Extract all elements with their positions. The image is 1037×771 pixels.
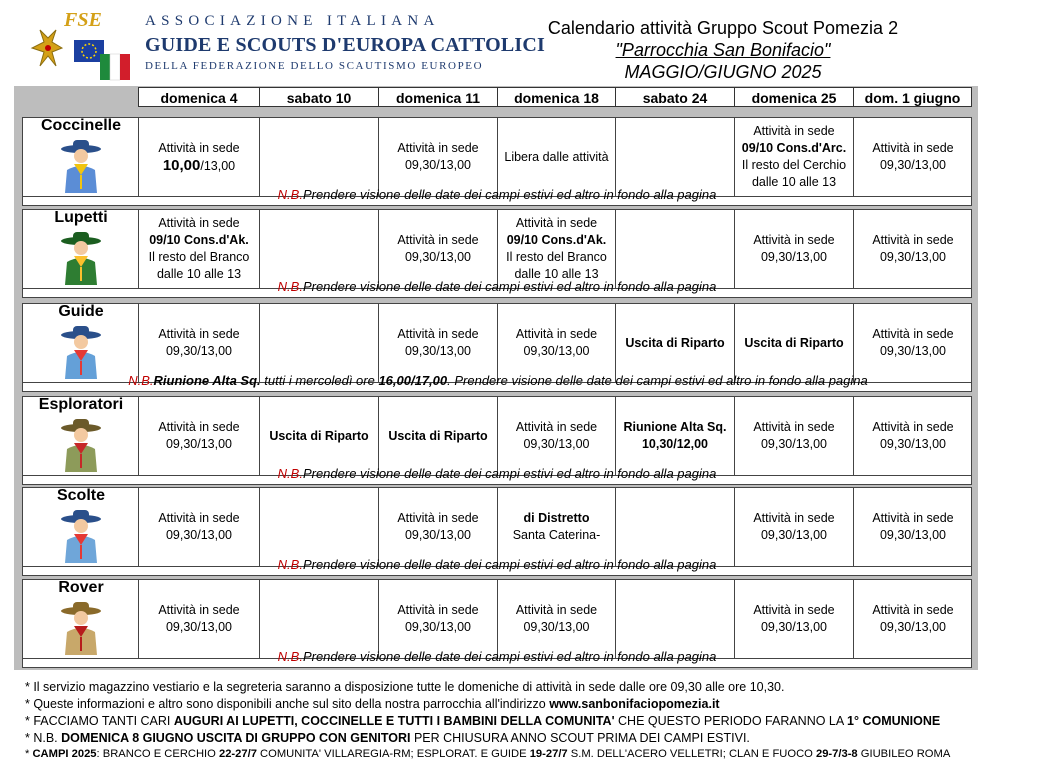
cell-content (158, 510, 239, 544)
footer-text: * N.B. (25, 731, 62, 745)
group-name: Lupetti (54, 209, 108, 226)
cell-line: Attività in sede (515, 327, 598, 341)
group-block-esploratori (22, 396, 972, 485)
cell-content (397, 140, 478, 174)
cell-line: 09,30/13,00 (760, 528, 828, 542)
footer-bold: CAMPI 2025 (32, 748, 97, 760)
cell-line: 09,30/13,00 (879, 158, 947, 172)
fse-logo (22, 8, 142, 83)
nb-text: tutti i mercoledì ore (260, 373, 379, 388)
cell-line: Attività in sede (753, 603, 835, 617)
cell-content (158, 419, 239, 453)
footer-text: CHE QUESTO PERIODO FARANNO LA (614, 714, 848, 728)
nb-note (23, 647, 971, 667)
footer-text: COMUNITA' VILLAREGIA-RM; ESPLORAT. E GUIDE (256, 748, 530, 760)
nb-text: Prendere visione delle date dei campi estivi ed altro in fondo alla pagina (302, 187, 717, 202)
group-block-lupetti (22, 209, 972, 298)
cell-line: Attività in sede (872, 420, 954, 434)
footer-bold: 1° COMUNIONE (847, 714, 941, 728)
cell-line: 09,30/13,00 (879, 437, 947, 451)
cell-content (149, 215, 250, 283)
day-header-sabato-10: sabato 10 (259, 87, 378, 107)
footer-line-3 (25, 714, 940, 728)
cell-line: Attività in sede (753, 124, 835, 138)
footer-text: GIUBILEO ROMA (857, 748, 951, 760)
cell-line: Libera dalle attività (504, 149, 609, 164)
footer-text: * Queste informazioni e altro sono disponibili anche sul sito della nostra parrocchia all'indirizzo (25, 697, 550, 711)
cell-line: Attività in sede (397, 603, 479, 617)
cell-line: Santa Caterina- (512, 528, 601, 542)
cell-content (753, 232, 834, 266)
cell-line: Attività in sede (515, 603, 598, 617)
cell-line-rest: /13,00 (200, 158, 236, 173)
cell-line: Il resto del Branco (506, 250, 607, 264)
cell-line: 09,30/13,00 (523, 344, 590, 358)
cell-content (158, 326, 239, 360)
association-line-2: GUIDE E SCOUTS D'EUROPA CATTOLICI (145, 34, 546, 56)
cell-content (513, 510, 601, 544)
cell-line: 09,30/13,00 (404, 158, 472, 172)
cell-line: Attività in sede (872, 233, 954, 247)
nb-prefix: N.B. (277, 466, 303, 481)
cell-line: Attività in sede (397, 141, 479, 155)
nb-note (23, 277, 971, 297)
cell-line: 09/10 Cons.d'Ak. (149, 233, 249, 247)
cell-line: Attività in sede (158, 140, 240, 155)
cell-line: 09,30/13,00 (760, 250, 828, 264)
cell-line: Attività in sede (158, 327, 240, 341)
cell-line: Attività in sede (872, 603, 954, 617)
group-block-scolte (22, 487, 972, 576)
cell-line: Attività in sede (872, 511, 954, 525)
day-header-domenica-18: domenica 18 (497, 87, 615, 107)
cell-content (269, 428, 368, 445)
cell-line: 09,30/13,00 (165, 344, 233, 358)
cell-content (504, 149, 608, 166)
cell-content (397, 232, 478, 266)
nb-time: 16,00/17,00 (378, 373, 448, 388)
footer-line-5 (25, 748, 950, 760)
cell-line: 09/10 Cons.d'Ak. (506, 233, 607, 247)
cell-line: 09,30/13,00 (760, 620, 828, 634)
nb-text: Prendere visione delle date dei campi estivi ed altro in fondo alla pagina (302, 279, 717, 294)
nb-prefix: N.B. (277, 557, 303, 572)
footer-line-4 (25, 731, 750, 745)
period-title: MAGGIO/GIUGNO 2025 (624, 62, 822, 82)
group-block-guide (22, 303, 972, 392)
nb-note (23, 464, 971, 484)
nb-text: . Prendere visione delle date dei campi estivi ed altro in fondo alla pagina (447, 373, 868, 388)
cell-line: Uscita di Riparto (269, 428, 369, 443)
cell-content (872, 419, 953, 453)
cell-line: Uscita di Riparto (388, 428, 488, 443)
footer-bold: 19-27/7 (529, 748, 568, 760)
eu-flag-icon (74, 40, 104, 62)
cell-content (516, 326, 597, 360)
cell-content (516, 419, 597, 453)
footer-line-1: * Il servizio magazzino vestiario e la segreteria saranno a disposizione tutte le domeniche di attività in sede dalle ore 09,30 alle ore 10,30. (25, 680, 785, 694)
cell-line: Attività in sede (753, 511, 835, 525)
footer-bold: AUGURI AI LUPETTI, COCCINELLE E TUTTI I BAMBINI DELLA COMUNITA' (173, 714, 615, 728)
cell-line: Attività in sede (515, 420, 598, 434)
day-header-domenica-11: domenica 11 (378, 87, 497, 107)
group-block-coccinelle (22, 117, 972, 206)
page-title: Calendario attività Gruppo Scout Pomezia 2 (547, 18, 899, 38)
cell-line: 09,30/13,00 (404, 528, 472, 542)
cell-line: di Distretto (523, 511, 590, 525)
cell-line: Uscita di Riparto (744, 335, 844, 350)
cell-line: 09,30/13,00 (404, 620, 472, 634)
nb-note (23, 185, 971, 205)
cell-line: 09,30/13,00 (523, 437, 590, 451)
cell-content (744, 335, 843, 352)
cell-line: Riunione Alta Sq. (623, 420, 727, 434)
nb-bold: Riunione Alta Sq. (153, 373, 261, 388)
nb-text: Prendere visione delle date dei campi estivi ed altro in fondo alla pagina (302, 466, 717, 481)
nb-note (13, 371, 983, 391)
cell-line: 09,30/13,00 (879, 344, 947, 358)
cell-line: Attività in sede (158, 216, 240, 230)
cell-content (158, 140, 239, 175)
cell-content (397, 510, 478, 544)
cell-line: Attività in sede (872, 327, 954, 341)
nb-prefix: N.B. (277, 187, 303, 202)
cell-line: 09/10 Cons.d'Arc. (741, 141, 847, 155)
website-link[interactable]: www.sanbonifaciopomezia.it (549, 697, 720, 711)
cell-content (872, 326, 953, 360)
cell-content (397, 602, 478, 636)
footer-text: * (25, 748, 33, 760)
cell-line: 09,30/13,00 (879, 620, 947, 634)
association-line-1: ASSOCIAZIONE ITALIANA (145, 13, 440, 29)
cell-line-bold: 10,00 (162, 156, 201, 174)
cell-line: dalle 10 alle 13 (514, 267, 599, 281)
nb-note (23, 555, 971, 575)
cell-line: 09,30/13,00 (879, 528, 947, 542)
nb-prefix: N.B. (277, 279, 303, 294)
group-name: Scolte (56, 487, 105, 504)
cell-line: 09,30/13,00 (165, 437, 233, 451)
association-line-3: DELLA FEDERAZIONE DELLO SCAUTISMO EUROPEO (145, 60, 484, 72)
cell-content (753, 419, 834, 453)
cell-content (516, 602, 597, 636)
italian-flag-icon (100, 54, 130, 80)
cell-line: Il resto del Branco (148, 250, 250, 264)
cell-line: 09,30/13,00 (404, 250, 472, 264)
nb-text: Prendere visione delle date dei campi estivi ed altro in fondo alla pagina (302, 649, 717, 664)
cross-icon (32, 30, 62, 66)
cell-content (158, 602, 239, 636)
cell-line: Attività in sede (397, 327, 479, 341)
cell-line: Il resto del Cerchio (741, 158, 847, 172)
nb-prefix: N.B. (277, 649, 303, 664)
parish-subtitle: "Parrocchia San Bonifacio" (615, 40, 831, 60)
cell-content (753, 510, 834, 544)
cell-line: Attività in sede (158, 603, 240, 617)
cell-line: dalle 10 alle 13 (156, 267, 242, 281)
group-name: Rover (58, 579, 104, 596)
cell-line: Attività in sede (872, 141, 954, 155)
nb-prefix: N.B. (128, 373, 154, 388)
footer-bold: DOMENICA 8 GIUGNO USCITA DI GRUPPO CON GENITORI (61, 731, 411, 745)
cell-content (388, 428, 487, 445)
group-name: Esploratori (38, 396, 124, 413)
cell-line: 09,30/13,00 (523, 620, 590, 634)
cell-content (753, 602, 834, 636)
cell-line: Attività in sede (515, 216, 598, 230)
cell-line: Attività in sede (158, 420, 240, 434)
cell-line: Attività in sede (397, 511, 479, 525)
cell-line: Uscita di Riparto (625, 335, 725, 350)
footer-text: : BRANCO E CERCHIO (96, 748, 219, 760)
cell-line: Attività in sede (158, 511, 240, 525)
cell-content (742, 123, 846, 191)
group-block-rover (22, 579, 972, 668)
cell-content (625, 335, 724, 352)
cell-line: Attività in sede (397, 233, 479, 247)
cell-content (397, 326, 478, 360)
cell-line: dalle 10 alle 13 (751, 175, 837, 189)
fse-logo-text: FSE (64, 9, 102, 31)
cell-line (158, 157, 239, 175)
group-name: Guide (58, 303, 104, 320)
cell-line: 09,30/13,00 (165, 620, 233, 634)
cell-line: 09,30/13,00 (404, 344, 472, 358)
cell-line: 09,30/13,00 (879, 250, 947, 264)
cell-content (872, 602, 953, 636)
cell-line: Attività in sede (753, 420, 835, 434)
footer-bold: 29-7/3-8 (815, 748, 858, 760)
footer-text: PER CHIUSURA ANNO SCOUT PRIMA DEI CAMPI ESTIVI. (410, 731, 750, 745)
day-header-domenica-4: domenica 4 (138, 87, 259, 107)
footer-line-2 (25, 697, 720, 711)
footer-text: * FACCIAMO TANTI CARI (25, 714, 174, 728)
cell-content (623, 419, 726, 453)
cell-line: 09,30/13,00 (165, 528, 233, 542)
cell-content (506, 215, 607, 283)
footer-text: S.M. DELL'ACERO VELLETRI; CLAN E FUOCO (567, 748, 816, 760)
day-header-dom-1-giugno: dom. 1 giugno (853, 87, 972, 107)
cell-content (872, 232, 953, 266)
day-header-domenica-25: domenica 25 (734, 87, 853, 107)
group-name: Coccinelle (40, 117, 122, 134)
nb-text: Prendere visione delle date dei campi estivi ed altro in fondo alla pagina (302, 557, 717, 572)
cell-line: 09,30/13,00 (760, 437, 828, 451)
footer-bold: 22-27/7 (218, 748, 257, 760)
day-header-sabato-24: sabato 24 (615, 87, 734, 107)
cell-line: 10,30/12,00 (641, 437, 709, 451)
cell-content (872, 510, 953, 544)
cell-line: Attività in sede (753, 233, 835, 247)
cell-content (872, 140, 953, 174)
